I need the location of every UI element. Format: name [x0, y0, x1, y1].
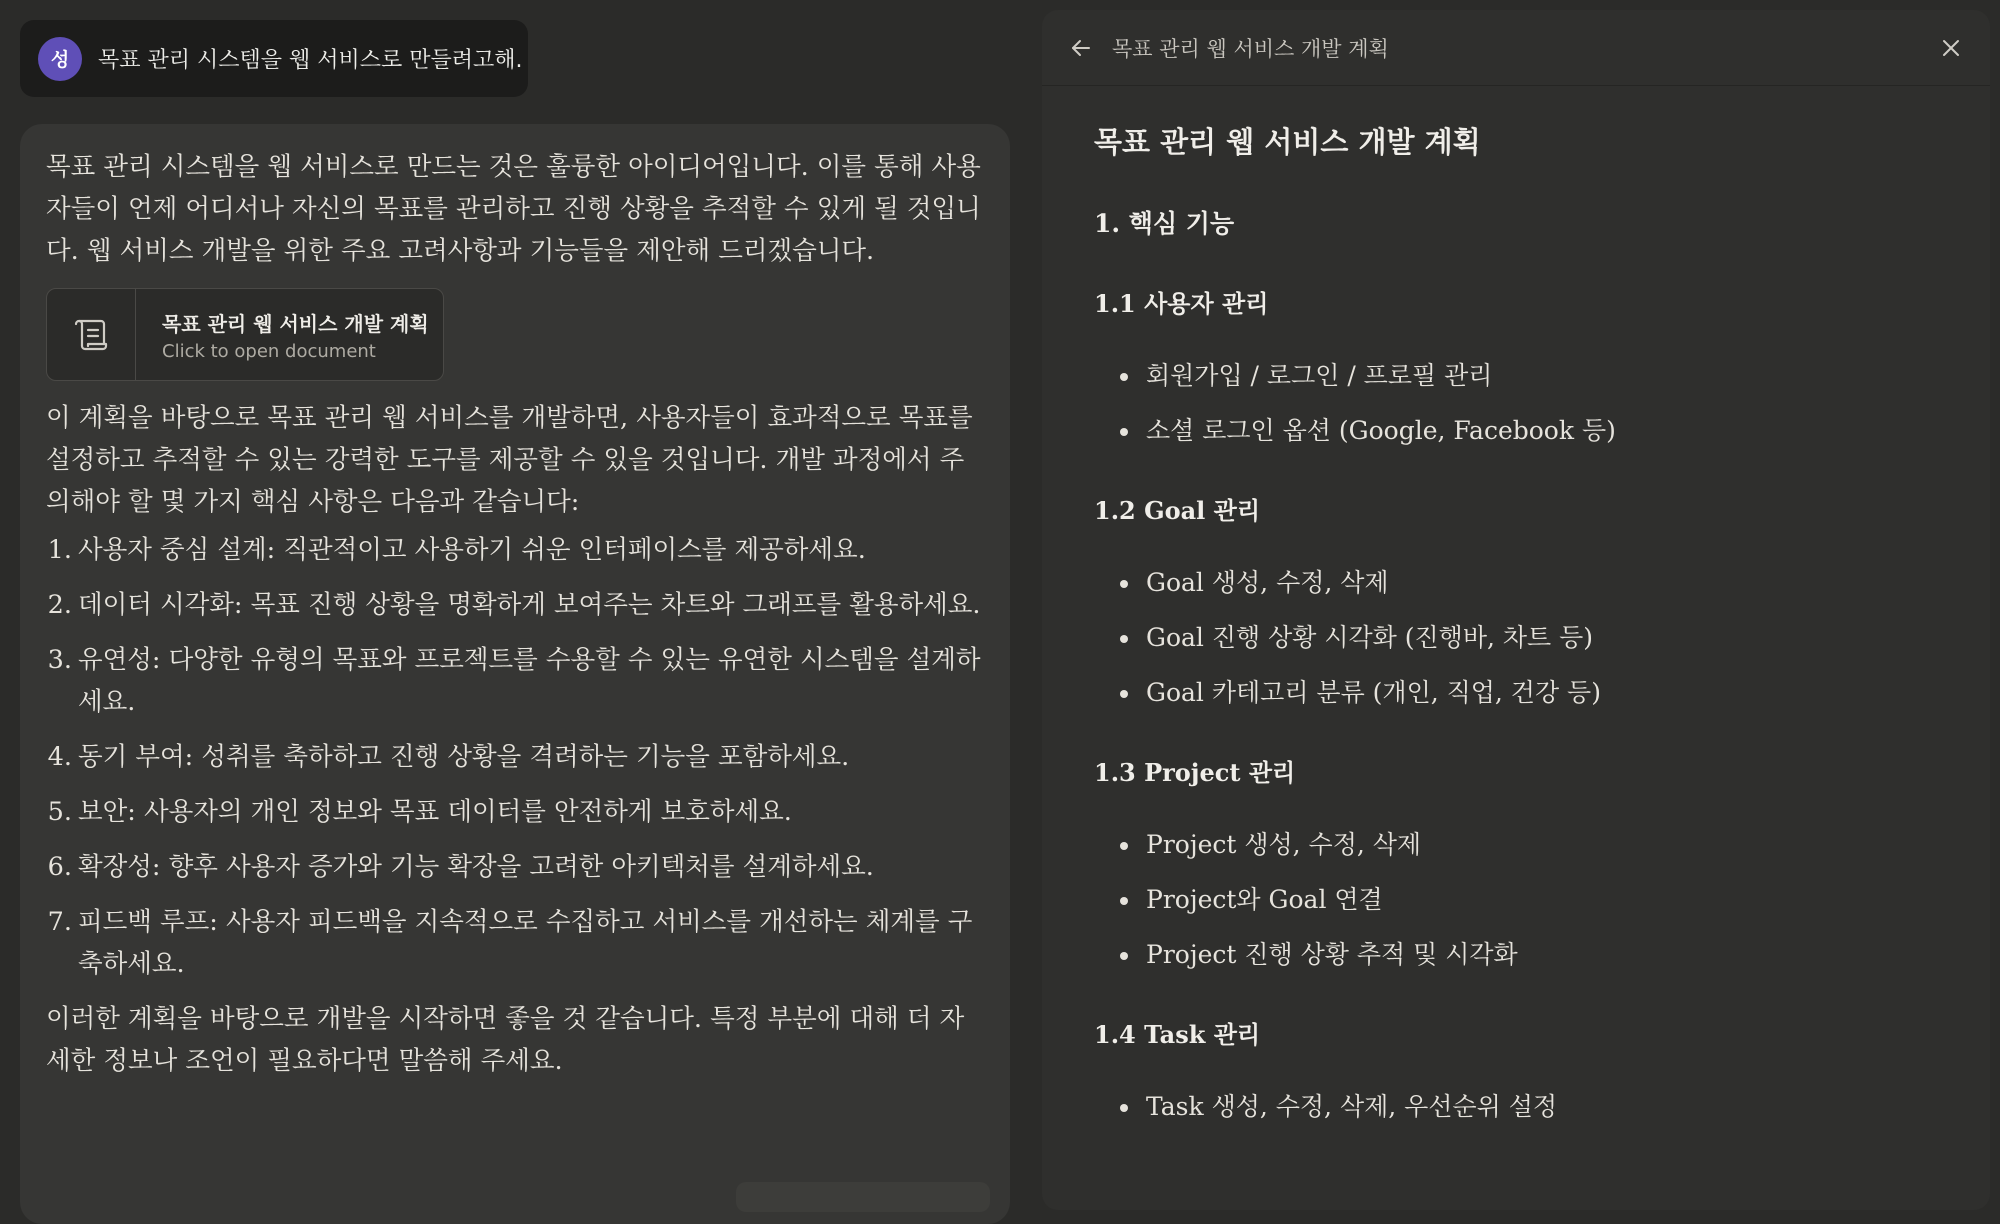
subsection-heading: 1.3 Project 관리	[1094, 758, 1296, 787]
document-content	[1042, 86, 1990, 1127]
list-item: 5. 보안: 사용자의 개인 정보와 목표 데이터를 안전하게 보호하세요.	[47, 797, 792, 827]
bullet-list	[1094, 563, 1938, 713]
subsection-heading: 1.2 Goal 관리	[1094, 496, 1261, 525]
list-item: Goal 생성, 수정, 삭제	[1120, 563, 1938, 603]
list-item: 회원가입 / 로그인 / 프로필 관리	[1120, 356, 1938, 396]
subsection-heading: 1.1 사용자 관리	[1094, 289, 1269, 318]
document-icon	[47, 289, 136, 380]
assistant-closing: 이러한 계획을 바탕으로 개발을 시작하면 좋을 것 같습니다. 특정 부분에 대해 더 자세한 정보나 조언이 필요하다면 말씀해 주세요.	[46, 1004, 965, 1076]
assistant-message	[20, 124, 1010, 1224]
bullet-list	[1094, 825, 1938, 975]
document-panel	[1042, 10, 1990, 1210]
user-message	[20, 20, 528, 97]
assistant-intro: 목표 관리 시스템을 웹 서비스로 만드는 것은 훌륭한 아이디어입니다. 이를 통해 사용자들이 언제 어디서나 자신의 목표를 관리하고 진행 상황을 추적할 수 있게 될 것입니다. 웹 서비스 개발을 위한 주요 고려사항과 기능들을 제안해 드리겠습니다.	[46, 152, 981, 266]
key-points-list	[46, 529, 984, 985]
user-message-text: 목표 관리 시스템을 웹 서비스로 만들려고해.	[98, 48, 523, 73]
bullet-list	[1094, 356, 1938, 451]
section-heading: 1. 핵심 기능	[1094, 209, 1235, 238]
list-item: 3. 유연성: 다양한 유형의 목표와 프로젝트를 수용할 수 있는 유연한 시스템을 설계하세요.	[47, 645, 981, 717]
user-avatar: 성	[38, 37, 82, 81]
list-item: Project 생성, 수정, 삭제	[1120, 825, 1938, 865]
artifact-title: 목표 관리 웹 서비스 개발 계획	[162, 311, 429, 336]
close-icon[interactable]	[1940, 37, 1962, 59]
list-item: Task 생성, 수정, 삭제, 우선순위 설정	[1120, 1087, 1938, 1127]
list-item: 2. 데이터 시각화: 목표 진행 상황을 명확하게 보여주는 차트와 그래프를 활용하세요.	[47, 590, 981, 620]
artifact-subtitle: Click to open document	[162, 340, 376, 362]
document-title: 목표 관리 웹 서비스 개발 계획	[1094, 125, 1481, 159]
list-item: 4. 동기 부여: 성취를 축하하고 진행 상황을 격려하는 기능을 포함하세요.	[47, 742, 850, 772]
artifact-card[interactable]	[46, 288, 444, 381]
back-arrow-icon[interactable]	[1070, 37, 1092, 59]
list-item: Project 진행 상황 추적 및 시각화	[1120, 935, 1938, 975]
message-actions-bar[interactable]	[736, 1182, 990, 1212]
list-item: 1. 사용자 중심 설계: 직관적이고 사용하기 쉬운 인터페이스를 제공하세요.	[47, 535, 866, 565]
panel-header	[1042, 10, 1990, 86]
list-item: Project와 Goal 연결	[1120, 880, 1938, 920]
list-item: 6. 확장성: 향후 사용자 증가와 기능 확장을 고려한 아키텍처를 설계하세요.	[47, 852, 874, 882]
list-item: 소셜 로그인 옵션 (Google, Facebook 등)	[1120, 411, 1938, 451]
subsection-heading: 1.4 Task 관리	[1094, 1020, 1261, 1049]
list-item: Goal 진행 상황 시각화 (진행바, 차트 등)	[1120, 618, 1938, 658]
bullet-list	[1094, 1087, 1938, 1127]
panel-title: 목표 관리 웹 서비스 개발 계획	[1112, 36, 1389, 61]
list-item: 7. 피드백 루프: 사용자 피드백을 지속적으로 수집하고 서비스를 개선하는 체계를 구축하세요.	[47, 907, 973, 979]
assistant-paragraph: 이 계획을 바탕으로 목표 관리 웹 서비스를 개발하면, 사용자들이 효과적으로 목표를 설정하고 추적할 수 있는 강력한 도구를 제공할 수 있을 것입니다. 개발 과정에서 주의해야 할 몇 가지 핵심 사항은 다음과 같습니다:	[46, 403, 973, 517]
list-item: Goal 카테고리 분류 (개인, 직업, 건강 등)	[1120, 673, 1938, 713]
